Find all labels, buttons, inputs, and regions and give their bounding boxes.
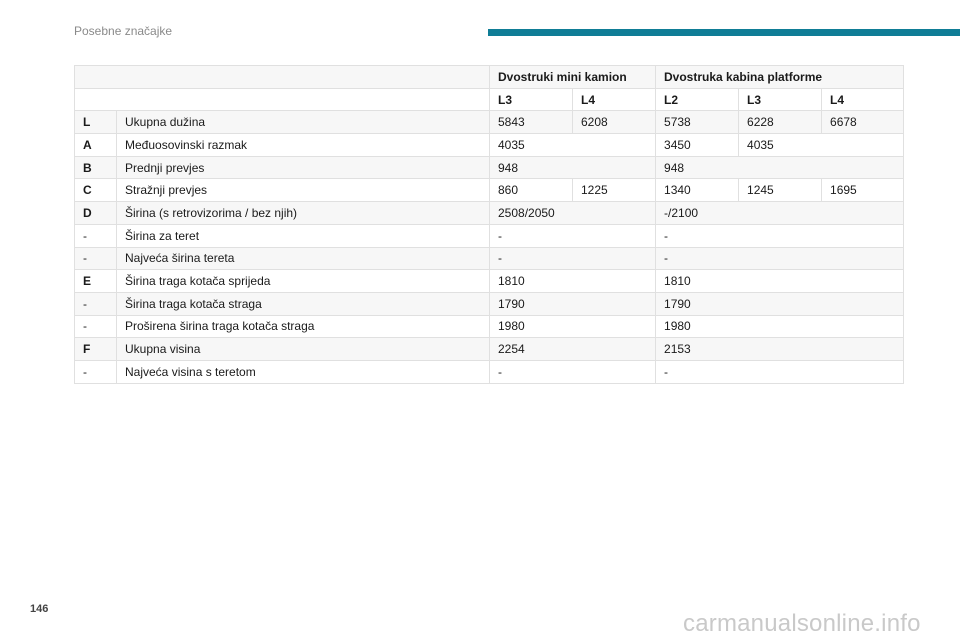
page-number: 146 (30, 603, 49, 615)
dimensions-table (74, 65, 904, 384)
table-group-header-row (75, 66, 904, 89)
row-value: 1790 (490, 292, 656, 315)
table-sub-header: L4 (573, 88, 656, 111)
row-value: 1810 (656, 270, 904, 293)
row-value: 6678 (822, 111, 904, 134)
row-value: 3450 (656, 134, 739, 157)
row-value: 6208 (573, 111, 656, 134)
row-value: 4035 (490, 134, 656, 157)
row-label: Ukupna dužina (117, 111, 490, 134)
row-label: Širina traga kotača sprijeda (117, 270, 490, 293)
table-header-empty (75, 88, 490, 111)
row-value: - (656, 224, 904, 247)
row-value: -/2100 (656, 202, 904, 225)
table-row (75, 315, 904, 338)
table-row (75, 179, 904, 202)
row-label: Stražnji prevjes (117, 179, 490, 202)
row-value: 1980 (656, 315, 904, 338)
row-value: - (656, 247, 904, 270)
table-sub-header: L3 (739, 88, 822, 111)
table-row (75, 156, 904, 179)
row-label: Najveća visina s teretom (117, 360, 490, 383)
row-value: 860 (490, 179, 573, 202)
row-value: 948 (490, 156, 656, 179)
row-label: Najveća širina tereta (117, 247, 490, 270)
row-value: 5843 (490, 111, 573, 134)
row-code: E (75, 270, 117, 293)
row-value: 1810 (490, 270, 656, 293)
table-sub-header: L4 (822, 88, 904, 111)
row-code: - (75, 315, 117, 338)
row-value: 1790 (656, 292, 904, 315)
row-code: F (75, 338, 117, 361)
row-label: Širina za teret (117, 224, 490, 247)
header-accent-bar (488, 29, 960, 36)
row-value: 948 (656, 156, 904, 179)
table-row (75, 134, 904, 157)
section-title: Posebne značajke (74, 24, 173, 38)
row-code: - (75, 292, 117, 315)
table-sub-header-row (75, 88, 904, 111)
row-label: Proširena širina traga kotača straga (117, 315, 490, 338)
table-row (75, 292, 904, 315)
row-code: B (75, 156, 117, 179)
row-code: - (75, 360, 117, 383)
row-value: 1980 (490, 315, 656, 338)
row-code: - (75, 224, 117, 247)
row-code: - (75, 247, 117, 270)
row-value: 2254 (490, 338, 656, 361)
table-group-header: Dvostruka kabina platforme (656, 66, 904, 89)
row-value: 1245 (739, 179, 822, 202)
row-value: - (490, 247, 656, 270)
row-label: Ukupna visina (117, 338, 490, 361)
row-label: Širina (s retrovizorima / bez njih) (117, 202, 490, 225)
row-value: 1695 (822, 179, 904, 202)
row-value: 1225 (573, 179, 656, 202)
table-row (75, 202, 904, 225)
row-value: - (490, 224, 656, 247)
table-row (75, 360, 904, 383)
table-row (75, 338, 904, 361)
table-row (75, 270, 904, 293)
table-group-header: Dvostruki mini kamion (490, 66, 656, 89)
row-label: Širina traga kotača straga (117, 292, 490, 315)
row-value: - (656, 360, 904, 383)
table-sub-header: L2 (656, 88, 739, 111)
watermark-text: carmanualsonline.info (683, 610, 921, 637)
row-value: 1340 (656, 179, 739, 202)
row-value: 5738 (656, 111, 739, 134)
row-code: C (75, 179, 117, 202)
row-value: 6228 (739, 111, 822, 134)
row-label: Prednji prevjes (117, 156, 490, 179)
table-row (75, 111, 904, 134)
table-sub-header: L3 (490, 88, 573, 111)
row-value: - (490, 360, 656, 383)
row-code: L (75, 111, 117, 134)
table-header-empty (75, 66, 490, 89)
row-code: A (75, 134, 117, 157)
table-row (75, 247, 904, 270)
row-value: 2153 (656, 338, 904, 361)
row-code: D (75, 202, 117, 225)
table-row (75, 224, 904, 247)
row-label: Međuosovinski razmak (117, 134, 490, 157)
row-value: 4035 (739, 134, 904, 157)
row-value: 2508/2050 (490, 202, 656, 225)
